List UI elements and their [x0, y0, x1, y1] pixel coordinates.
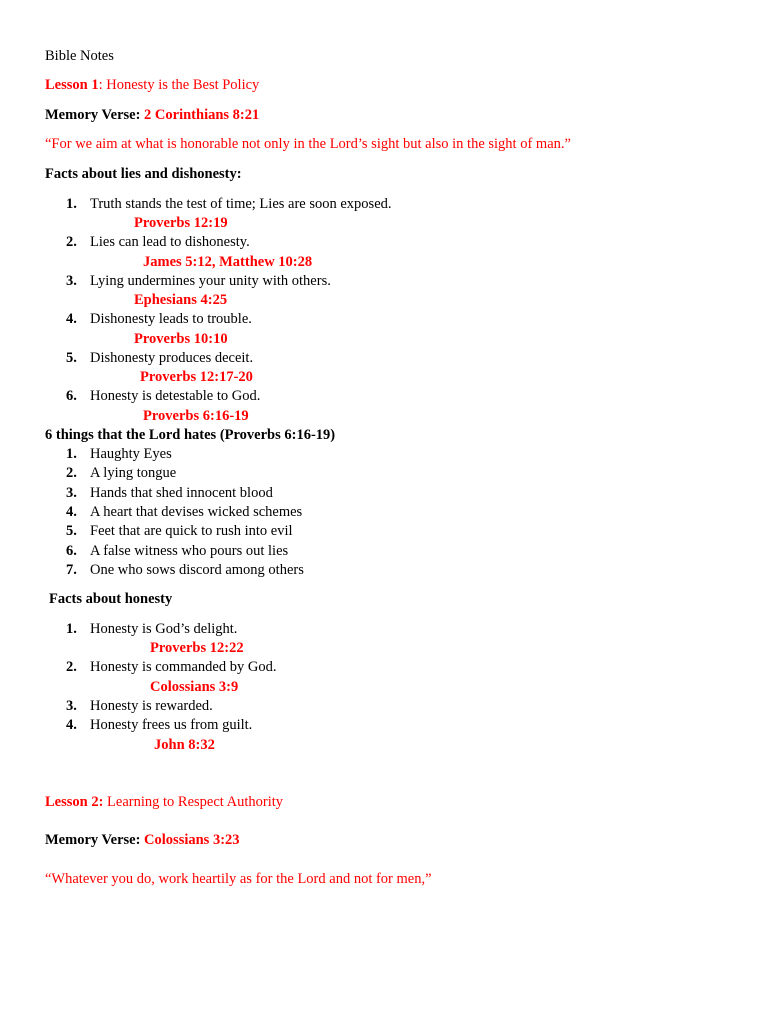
list-item: Lying undermines your unity with others.: [90, 273, 331, 289]
scripture-ref: Colossians 3:9: [150, 679, 239, 695]
list-item-number: 6.: [66, 388, 77, 404]
memory-verse-ref: Colossians 3:23: [144, 832, 240, 848]
lesson-1-verse-text: “For we aim at what is honorable not only in the Lord’s sight but also in the sight of man.”: [45, 136, 571, 152]
scripture-ref: Proverbs 6:16-19: [143, 408, 249, 424]
list-item: Honesty is commanded by God.: [90, 659, 277, 675]
list-item-number: 5.: [66, 350, 77, 366]
list-item: Haughty Eyes: [90, 446, 172, 462]
list-item: Honesty is rewarded.: [90, 698, 213, 714]
memory-verse-label: Memory Verse:: [45, 832, 145, 848]
list-item: Truth stands the test of time; Lies are soon exposed.: [90, 196, 392, 212]
facts-lies-heading: Facts about lies and dishonesty:: [45, 166, 242, 182]
list-item-number: 2.: [66, 465, 77, 481]
list-item-number: 3.: [66, 485, 77, 501]
memory-verse-ref: 2 Corinthians 8:21: [144, 107, 260, 123]
list-item-number: 2.: [66, 234, 77, 250]
list-item: One who sows discord among others: [90, 562, 304, 578]
scripture-ref: Proverbs 10:10: [134, 331, 228, 347]
list-item: A lying tongue: [90, 465, 177, 481]
scripture-ref: Proverbs 12:17-20: [140, 369, 253, 385]
list-item-number: 3.: [66, 698, 77, 714]
list-item: Feet that are quick to rush into evil: [90, 523, 293, 539]
list-item-number: 3.: [66, 273, 77, 289]
scripture-ref: John 8:32: [154, 737, 215, 753]
list-item-number: 7.: [66, 562, 77, 578]
lesson-2-label: Lesson 2:: [45, 794, 104, 810]
list-item: Lies can lead to dishonesty.: [90, 234, 250, 250]
list-item-number: 2.: [66, 659, 77, 675]
list-item: Honesty is detestable to God.: [90, 388, 261, 404]
lesson-2-verse-text: “Whatever you do, work heartily as for the Lord and not for men,”: [45, 871, 432, 887]
list-item-number: 4.: [66, 504, 77, 520]
list-item: Honesty is God’s delight.: [90, 621, 238, 637]
list-item: A false witness who pours out lies: [90, 543, 289, 559]
scripture-ref: Proverbs 12:22: [150, 640, 244, 656]
memory-verse-label: Memory Verse:: [45, 107, 145, 123]
lesson-1-memory-verse: [45, 106, 259, 124]
list-item-number: 4.: [66, 717, 77, 733]
list-item: A heart that devises wicked schemes: [90, 504, 303, 520]
lesson-1-heading: [45, 76, 259, 94]
facts-honesty-heading: Facts about honesty: [49, 591, 173, 607]
lesson-2-memory-verse: [45, 831, 240, 849]
scripture-ref: James 5:12, Matthew 10:28: [143, 254, 313, 270]
list-item: Dishonesty leads to trouble.: [90, 311, 252, 327]
list-item-number: 6.: [66, 543, 77, 559]
list-item: Honesty frees us from guilt.: [90, 717, 253, 733]
lord-hates-heading: 6 things that the Lord hates (Proverbs 6:16-19): [45, 427, 336, 443]
document-title: Bible Notes: [45, 48, 114, 64]
scripture-ref: Ephesians 4:25: [134, 292, 228, 308]
lesson-1-label: Lesson 1: [45, 77, 99, 93]
list-item: Dishonesty produces deceit.: [90, 350, 254, 366]
lesson-2-heading: [45, 793, 283, 811]
list-item: Hands that shed innocent blood: [90, 485, 273, 501]
scripture-ref: Proverbs 12:19: [134, 215, 228, 231]
list-item-number: 1.: [66, 196, 77, 212]
list-item-number: 5.: [66, 523, 77, 539]
lesson-1-title: Honesty is the Best Policy: [106, 77, 260, 93]
list-item-number: 1.: [66, 446, 77, 462]
list-item-number: 1.: [66, 621, 77, 637]
list-item-number: 4.: [66, 311, 77, 327]
lesson-1-separator: :: [98, 77, 107, 93]
lesson-2-title: Learning to Respect Authority: [103, 794, 284, 810]
